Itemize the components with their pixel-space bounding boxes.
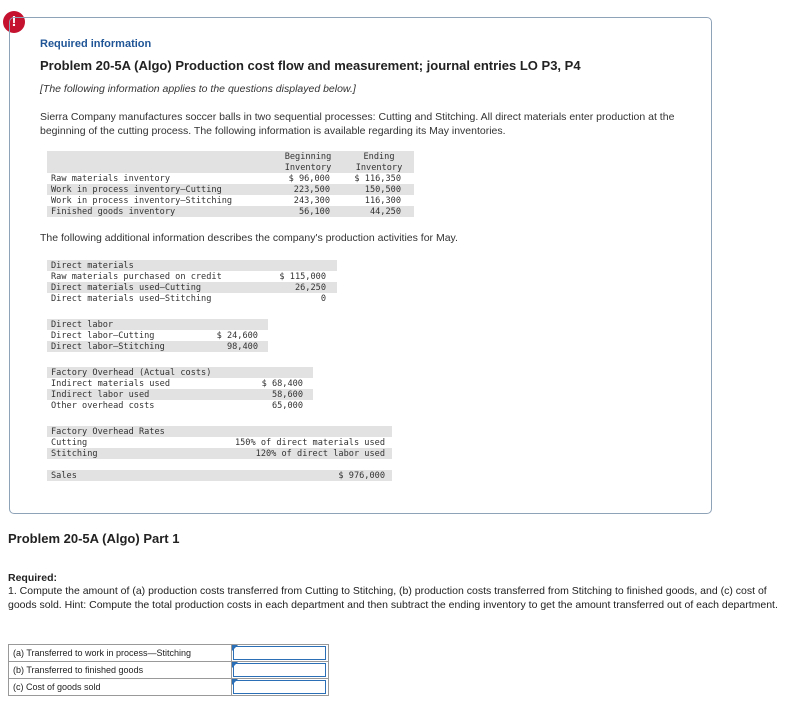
overhead-value: 65,000 [271,401,303,411]
col-beginning-line1: Beginning [284,152,332,162]
required-text: 1. Compute the amount of (a) production costs transferred from Cutting to Stitching, (b) production costs transferred from Stitching to finished goods, and (c) cost of goods sold. Hint: Compute the total production costs in each department and then subtract the ending inventory to get the amount transferred out of each department. [8,585,778,611]
overhead-label: Indirect materials used [51,379,170,389]
answer-label: (b) Transferred to finished goods [9,662,232,679]
sales-label: Sales [51,471,77,481]
materials-label: Direct materials used—Cutting [51,283,202,293]
rate-label: Stitching [51,449,98,459]
rate-label: Cutting [51,438,88,448]
labor-label: Direct labor—Cutting [51,331,155,341]
answer-label: (a) Transferred to work in process—Stitching [9,645,232,662]
answer-cell [232,679,329,696]
cost-of-goods-sold-input[interactable] [233,680,326,694]
labor-value: 98,400 [226,342,258,352]
direct-materials-header: Direct materials [51,261,134,271]
rate-value: 120% of direct labor used [255,449,385,459]
input-marker-icon [232,662,238,668]
inventory-ending: 44,250 [369,207,401,217]
required-label: Required: [8,572,58,584]
answer-row [9,662,329,679]
inventory-beginning: 56,100 [298,207,330,217]
answer-row [9,645,329,662]
inventory-label: Work in process inventory—Cutting [51,185,222,195]
materials-label: Direct materials used—Stitching [51,294,212,304]
materials-value: 0 [320,294,326,304]
answer-cell [232,645,329,662]
answer-row [9,679,329,696]
answer-cell [232,662,329,679]
inventory-beginning: 243,300 [293,196,330,206]
sales-value: $ 976,000 [338,471,385,481]
materials-label: Raw materials purchased on credit [51,272,222,282]
rate-value: 150% of direct materials used [234,438,385,448]
materials-value: 26,250 [294,283,326,293]
overhead-label: Other overhead costs [51,401,155,411]
part-title: Problem 20-5A (Algo) Part 1 [8,531,180,546]
alert-icon: ! [3,11,25,33]
inventory-beginning: 223,500 [293,185,330,195]
col-ending-line2: Inventory [355,163,403,173]
answer-table [8,644,329,696]
inventory-label: Raw materials inventory [51,174,170,184]
inventory-label: Finished goods inventory [51,207,176,217]
transferred-to-finished-goods-input[interactable] [233,663,326,677]
required-information-heading: Required information [40,38,152,50]
labor-value: $ 24,600 [216,331,258,341]
inventory-ending: 150,500 [364,185,401,195]
inventory-beginning: $ 96,000 [288,174,330,184]
additional-info-text: The following additional information describes the company's production activities for May. [40,232,458,244]
factory-overhead-header: Factory Overhead (Actual costs) [51,368,212,378]
col-beginning-line2: Inventory [284,163,332,173]
direct-labor-header: Direct labor [51,320,114,330]
input-marker-icon [232,645,238,651]
overhead-value: $ 68,400 [261,379,303,389]
overhead-value: 58,600 [271,390,303,400]
problem-title: Problem 20-5A (Algo) Production cost flow and measurement; journal entries LO P3, P4 [40,58,581,73]
inventory-label: Work in process inventory—Stitching [51,196,233,206]
input-marker-icon [232,679,238,685]
overhead-label: Indirect labor used [51,390,150,400]
answer-label: (c) Cost of goods sold [9,679,232,696]
transferred-to-stitching-input[interactable] [233,646,326,660]
materials-value: $ 115,000 [279,272,326,282]
applies-note: [The following information applies to the questions displayed below.] [40,83,356,95]
intro-paragraph: Sierra Company manufactures soccer balls in two sequential processes: Cutting and Stitching. All direct materials enter production at the beginning of the cutting process. The following information is available regarding its May inventories. [40,111,675,137]
inventory-ending: 116,300 [364,196,401,206]
col-ending-line1: Ending [363,152,395,162]
inventory-ending: $ 116,350 [354,174,401,184]
overhead-rates-header: Factory Overhead Rates [51,427,165,437]
labor-label: Direct labor—Stitching [51,342,165,352]
